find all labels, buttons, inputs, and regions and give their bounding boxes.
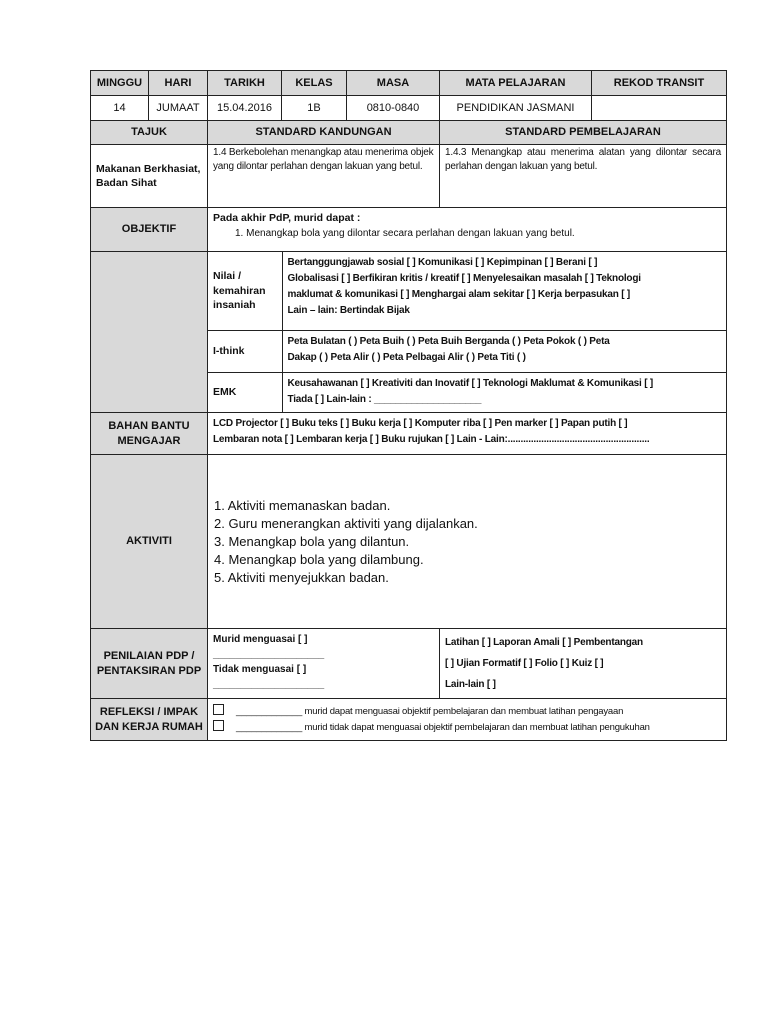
penilaian-right-3: Lain-lain [ ] (445, 679, 496, 690)
tajuk-cell (91, 145, 208, 208)
aktiviti-item: 3. Menangkap bola yang dilantun. (214, 534, 410, 549)
header-minggu: MINGGU (91, 71, 149, 96)
label-bahan-bantu (91, 413, 208, 455)
penilaian-row (91, 629, 727, 699)
label-penilaian-1: PENILAIAN PDP / (103, 649, 195, 662)
label-standard-pembelajaran: STANDARD PEMBELAJARAN (440, 121, 727, 145)
ithink-line-2: Dakap ( ) Peta Alir ( ) Peta Pelbagai Alir ( ) Peta Titi ( ) (287, 351, 526, 363)
nilai-line-1: Bertanggungjawab sosial [ ] Komunikasi [ ] Kepimpinan [ ] Berani [ ] (287, 257, 598, 268)
emk-line-1: Keusahawanan [ ] Kreativiti dan Inovatif [ ] Teknologi Maklumat & Komunikasi [ ] (287, 377, 654, 389)
penilaian-right-2: [ ] Ujian Formatif [ ] Folio [ ] Kuiz [ ] (445, 658, 604, 669)
nilai-inner-table (208, 252, 726, 412)
header-masa: MASA (347, 71, 440, 96)
header-hari: HARI (149, 71, 208, 96)
emk-label: EMK (208, 372, 282, 412)
refleksi-row (91, 699, 727, 741)
refleksi-option-1 (213, 704, 721, 720)
label-refleksi (91, 699, 208, 741)
bahan-line-2: Lembaran nota [ ] Lembaran kerja [ ] Buku rujukan [ ] Lain - Lain:....................................................... (213, 434, 650, 445)
lesson-plan-table (90, 70, 727, 741)
standard-kandungan-text: 1.4 Berkebolehan menangkap atau menerima objek yang dilontar perlahan dengan lakuan yang betul. (208, 145, 440, 208)
penilaian-left-3: Tidak menguasai [ ] (213, 664, 307, 675)
header-kelas: KELAS (282, 71, 347, 96)
refleksi-line-2: _____________ murid tidak dapat menguasai objektif pembelajaran dan membuat latihan pengukuhan (236, 721, 650, 733)
value-rekod-transit (592, 96, 727, 121)
lesson-plan-form (90, 70, 726, 741)
label-bahan-bantu-1: BAHAN BANTU (108, 419, 190, 432)
standard-content-row (91, 145, 727, 208)
header-row (91, 71, 727, 96)
label-empty-nilai (91, 252, 208, 413)
objektif-intro: Pada akhir PdP, murid dapat : (213, 212, 361, 224)
objektif-cell (208, 208, 727, 252)
label-penilaian (91, 629, 208, 699)
aktiviti-item: 2. Guru menerangkan aktiviti yang dijalankan. (214, 516, 478, 531)
nilai-row (208, 252, 726, 330)
objektif-row (91, 208, 727, 252)
nilai-block-cell (208, 252, 727, 413)
info-row (91, 96, 727, 121)
refleksi-option-2 (213, 720, 721, 736)
aktiviti-item: 4. Menangkap bola yang dilambung. (214, 552, 424, 567)
refleksi-content (208, 699, 727, 741)
nilai-block-row (91, 252, 727, 413)
aktiviti-row (91, 455, 727, 629)
penilaian-left-1: Murid menguasai [ ] (213, 634, 308, 645)
value-kelas: 1B (282, 96, 347, 121)
aktiviti-item: 1. Aktiviti memanaskan badan. (214, 498, 391, 513)
value-tarikh: 15.04.2016 (208, 96, 282, 121)
label-objektif: OBJEKTIF (91, 208, 208, 252)
nilai-line-4: Lain – lain: Bertindak Bijak (287, 305, 410, 316)
tajuk-line-2: Badan Sihat (96, 177, 157, 189)
nilai-line-2: Globalisasi [ ] Berfikiran kritis / kreatif [ ] Menyelesaikan masalah [ ] Teknologi (287, 273, 641, 284)
checkbox-icon[interactable] (213, 704, 224, 715)
label-bahan-bantu-2: MENGAJAR (117, 434, 181, 447)
nilai-label-2: kemahiran (213, 284, 266, 297)
value-mata-pelajaran: PENDIDIKAN JASMANI (440, 96, 592, 121)
header-mata-pelajaran: MATA PELAJARAN (440, 71, 592, 96)
header-rekod-transit: REKOD TRANSIT (592, 71, 727, 96)
ithink-label: I-think (208, 330, 282, 372)
nilai-content (282, 252, 726, 330)
refleksi-line-1: _____________ murid dapat menguasai objektif pembelajaran dan membuat latihan pengayaan (236, 705, 624, 717)
standard-header-row (91, 121, 727, 145)
value-minggu: 14 (91, 96, 149, 121)
penilaian-left-4: ____________________ (213, 679, 325, 690)
checkbox-icon[interactable] (213, 720, 224, 731)
standard-pembelajaran-text: 1.4.3 Menangkap atau menerima alatan yang dilontar secara perlahan dengan lakuan yang betul. (440, 145, 727, 208)
penilaian-right (440, 629, 727, 699)
penilaian-left-2: ____________________ (213, 649, 325, 660)
label-standard-kandungan: STANDARD KANDUNGAN (208, 121, 440, 145)
label-penilaian-2: PENTAKSIRAN PDP (96, 664, 202, 677)
emk-row (208, 372, 726, 412)
ithink-content (282, 330, 726, 372)
penilaian-left (208, 629, 440, 699)
emk-content (282, 372, 726, 412)
label-refleksi-2: DAN KERJA RUMAH (95, 720, 203, 733)
value-hari: JUMAAT (149, 96, 208, 121)
bahan-line-1: LCD Projector [ ] Buku teks [ ] Buku kerja [ ] Komputer riba [ ] Pen marker [ ] Papan putih [ ] (213, 418, 628, 429)
ithink-row (208, 330, 726, 372)
label-tajuk: TAJUK (91, 121, 208, 145)
label-refleksi-1: REFLEKSI / IMPAK (99, 705, 199, 718)
penilaian-right-1: Latihan [ ] Laporan Amali [ ] Pembentangan (445, 637, 643, 648)
tajuk-line-1: Makanan Berkhasiat, (96, 162, 201, 175)
label-aktiviti: AKTIVITI (91, 455, 208, 629)
bahan-content (208, 413, 727, 455)
objektif-item: 1. Menangkap bola yang dilontar secara perlahan dengan lakuan yang betul. (235, 228, 575, 240)
aktiviti-content (208, 455, 727, 629)
nilai-label-3: insaniah (213, 298, 256, 311)
nilai-label (208, 252, 282, 330)
bahan-row (91, 413, 727, 455)
nilai-line-3: maklumat & komunikasi [ ] Menghargai alam sekitar [ ] Kerja berpasukan [ ] (287, 289, 631, 300)
header-tarikh: TARIKH (208, 71, 282, 96)
value-masa: 0810-0840 (347, 96, 440, 121)
emk-line-2: Tiada [ ] Lain-lain : ____________________ (287, 393, 482, 405)
nilai-label-1: Nilai / (213, 270, 242, 283)
aktiviti-item: 5. Aktiviti menyejukkan badan. (214, 570, 389, 585)
ithink-line-1: Peta Bulatan ( ) Peta Buih ( ) Peta Buih Berganda ( ) Peta Pokok ( ) Peta (287, 335, 610, 347)
